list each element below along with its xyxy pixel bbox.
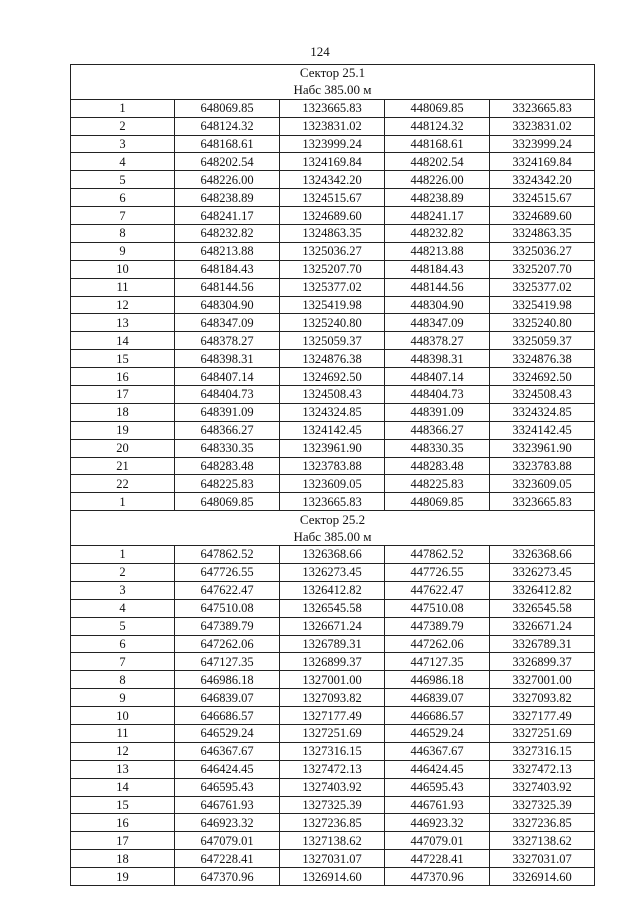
x-alt-coordinate-cell: 448404.73 bbox=[385, 386, 490, 404]
y-coordinate-cell: 1327093.82 bbox=[280, 689, 385, 707]
y-coordinate-cell: 1327031.07 bbox=[280, 850, 385, 868]
x-coordinate-cell: 647862.52 bbox=[175, 546, 280, 564]
x-alt-coordinate-cell: 447726.55 bbox=[385, 563, 490, 581]
x-coordinate-cell: 648378.27 bbox=[175, 332, 280, 350]
point-number-cell: 20 bbox=[71, 439, 175, 457]
y-alt-coordinate-cell: 3327177.49 bbox=[490, 707, 595, 725]
table-row bbox=[71, 171, 595, 189]
table-row bbox=[71, 296, 595, 314]
x-alt-coordinate-cell: 448124.32 bbox=[385, 117, 490, 135]
x-coordinate-cell: 648213.88 bbox=[175, 242, 280, 260]
y-coordinate-cell: 1326789.31 bbox=[280, 635, 385, 653]
x-coordinate-cell: 647262.06 bbox=[175, 635, 280, 653]
y-alt-coordinate-cell: 3326368.66 bbox=[490, 546, 595, 564]
table-row bbox=[71, 493, 595, 511]
y-alt-coordinate-cell: 3323665.83 bbox=[490, 493, 595, 511]
table-row bbox=[71, 653, 595, 671]
x-coordinate-cell: 648202.54 bbox=[175, 153, 280, 171]
x-coordinate-cell: 646761.93 bbox=[175, 796, 280, 814]
section-altitude: Набс 385.00 м bbox=[71, 528, 595, 545]
section-altitude-row bbox=[71, 82, 595, 99]
point-number-cell: 17 bbox=[71, 386, 175, 404]
x-coordinate-cell: 646686.57 bbox=[175, 707, 280, 725]
y-alt-coordinate-cell: 3326789.31 bbox=[490, 635, 595, 653]
point-number-cell: 2 bbox=[71, 117, 175, 135]
x-alt-coordinate-cell: 446595.43 bbox=[385, 778, 490, 796]
x-alt-coordinate-cell: 448407.14 bbox=[385, 368, 490, 386]
point-number-cell: 19 bbox=[71, 421, 175, 439]
table-row bbox=[71, 421, 595, 439]
x-alt-coordinate-cell: 448069.85 bbox=[385, 493, 490, 511]
table-row bbox=[71, 153, 595, 171]
y-coordinate-cell: 1325207.70 bbox=[280, 260, 385, 278]
point-number-cell: 2 bbox=[71, 563, 175, 581]
y-alt-coordinate-cell: 3327472.13 bbox=[490, 760, 595, 778]
table-row bbox=[71, 760, 595, 778]
section-title: Сектор 25.2 bbox=[71, 511, 595, 528]
point-number-cell: 10 bbox=[71, 260, 175, 278]
y-alt-coordinate-cell: 3326914.60 bbox=[490, 868, 595, 886]
point-number-cell: 22 bbox=[71, 475, 175, 493]
x-coordinate-cell: 647127.35 bbox=[175, 653, 280, 671]
table-row bbox=[71, 332, 595, 350]
x-coordinate-cell: 647726.55 bbox=[175, 563, 280, 581]
x-alt-coordinate-cell: 447079.01 bbox=[385, 832, 490, 850]
y-alt-coordinate-cell: 3324863.35 bbox=[490, 225, 595, 243]
y-coordinate-cell: 1324342.20 bbox=[280, 171, 385, 189]
table-row bbox=[71, 260, 595, 278]
section-altitude-row bbox=[71, 528, 595, 545]
x-coordinate-cell: 646839.07 bbox=[175, 689, 280, 707]
x-coordinate-cell: 648144.56 bbox=[175, 278, 280, 296]
y-coordinate-cell: 1324876.38 bbox=[280, 350, 385, 368]
x-alt-coordinate-cell: 448391.09 bbox=[385, 403, 490, 421]
x-alt-coordinate-cell: 448184.43 bbox=[385, 260, 490, 278]
point-number-cell: 9 bbox=[71, 242, 175, 260]
table-row bbox=[71, 581, 595, 599]
table-row bbox=[71, 850, 595, 868]
x-coordinate-cell: 646424.45 bbox=[175, 760, 280, 778]
x-alt-coordinate-cell: 448330.35 bbox=[385, 439, 490, 457]
x-coordinate-cell: 647079.01 bbox=[175, 832, 280, 850]
y-alt-coordinate-cell: 3325207.70 bbox=[490, 260, 595, 278]
x-alt-coordinate-cell: 448398.31 bbox=[385, 350, 490, 368]
y-coordinate-cell: 1326914.60 bbox=[280, 868, 385, 886]
point-number-cell: 9 bbox=[71, 689, 175, 707]
x-alt-coordinate-cell: 446839.07 bbox=[385, 689, 490, 707]
point-number-cell: 17 bbox=[71, 832, 175, 850]
x-alt-coordinate-cell: 448202.54 bbox=[385, 153, 490, 171]
table-row bbox=[71, 724, 595, 742]
x-coordinate-cell: 647228.41 bbox=[175, 850, 280, 868]
y-coordinate-cell: 1327403.92 bbox=[280, 778, 385, 796]
x-coordinate-cell: 648124.32 bbox=[175, 117, 280, 135]
x-alt-coordinate-cell: 448232.82 bbox=[385, 225, 490, 243]
y-alt-coordinate-cell: 3324692.50 bbox=[490, 368, 595, 386]
y-alt-coordinate-cell: 3323999.24 bbox=[490, 135, 595, 153]
x-alt-coordinate-cell: 447262.06 bbox=[385, 635, 490, 653]
y-coordinate-cell: 1326273.45 bbox=[280, 563, 385, 581]
x-coordinate-cell: 647510.08 bbox=[175, 599, 280, 617]
x-coordinate-cell: 646367.67 bbox=[175, 742, 280, 760]
y-coordinate-cell: 1326545.58 bbox=[280, 599, 385, 617]
point-number-cell: 3 bbox=[71, 581, 175, 599]
y-coordinate-cell: 1327001.00 bbox=[280, 671, 385, 689]
y-alt-coordinate-cell: 3324876.38 bbox=[490, 350, 595, 368]
y-coordinate-cell: 1327472.13 bbox=[280, 760, 385, 778]
y-coordinate-cell: 1325036.27 bbox=[280, 242, 385, 260]
table-row bbox=[71, 242, 595, 260]
point-number-cell: 6 bbox=[71, 635, 175, 653]
y-alt-coordinate-cell: 3324324.85 bbox=[490, 403, 595, 421]
x-alt-coordinate-cell: 446529.24 bbox=[385, 724, 490, 742]
y-coordinate-cell: 1327325.39 bbox=[280, 796, 385, 814]
table-row bbox=[71, 117, 595, 135]
y-alt-coordinate-cell: 3326273.45 bbox=[490, 563, 595, 581]
x-alt-coordinate-cell: 448304.90 bbox=[385, 296, 490, 314]
y-alt-coordinate-cell: 3325419.98 bbox=[490, 296, 595, 314]
y-alt-coordinate-cell: 3327093.82 bbox=[490, 689, 595, 707]
y-alt-coordinate-cell: 3324142.45 bbox=[490, 421, 595, 439]
x-alt-coordinate-cell: 447862.52 bbox=[385, 546, 490, 564]
y-alt-coordinate-cell: 3327316.15 bbox=[490, 742, 595, 760]
y-coordinate-cell: 1325377.02 bbox=[280, 278, 385, 296]
y-coordinate-cell: 1324515.67 bbox=[280, 189, 385, 207]
table-row bbox=[71, 386, 595, 404]
x-coordinate-cell: 647622.47 bbox=[175, 581, 280, 599]
table-row bbox=[71, 368, 595, 386]
x-coordinate-cell: 648407.14 bbox=[175, 368, 280, 386]
x-coordinate-cell: 648241.17 bbox=[175, 207, 280, 225]
table-row bbox=[71, 439, 595, 457]
y-alt-coordinate-cell: 3327325.39 bbox=[490, 796, 595, 814]
x-coordinate-cell: 646529.24 bbox=[175, 724, 280, 742]
point-number-cell: 3 bbox=[71, 135, 175, 153]
x-coordinate-cell: 648304.90 bbox=[175, 296, 280, 314]
table-row bbox=[71, 635, 595, 653]
x-coordinate-cell: 646923.32 bbox=[175, 814, 280, 832]
x-alt-coordinate-cell: 448168.61 bbox=[385, 135, 490, 153]
y-coordinate-cell: 1324689.60 bbox=[280, 207, 385, 225]
y-coordinate-cell: 1325059.37 bbox=[280, 332, 385, 350]
x-alt-coordinate-cell: 446367.67 bbox=[385, 742, 490, 760]
y-coordinate-cell: 1325240.80 bbox=[280, 314, 385, 332]
y-coordinate-cell: 1327251.69 bbox=[280, 724, 385, 742]
table-row bbox=[71, 314, 595, 332]
y-alt-coordinate-cell: 3325377.02 bbox=[490, 278, 595, 296]
x-alt-coordinate-cell: 448347.09 bbox=[385, 314, 490, 332]
x-alt-coordinate-cell: 447389.79 bbox=[385, 617, 490, 635]
y-alt-coordinate-cell: 3323831.02 bbox=[490, 117, 595, 135]
x-coordinate-cell: 648069.85 bbox=[175, 493, 280, 511]
x-coordinate-cell: 648404.73 bbox=[175, 386, 280, 404]
y-alt-coordinate-cell: 3327403.92 bbox=[490, 778, 595, 796]
point-number-cell: 16 bbox=[71, 368, 175, 386]
point-number-cell: 18 bbox=[71, 850, 175, 868]
x-alt-coordinate-cell: 446986.18 bbox=[385, 671, 490, 689]
table-row bbox=[71, 689, 595, 707]
x-alt-coordinate-cell: 446761.93 bbox=[385, 796, 490, 814]
y-coordinate-cell: 1324324.85 bbox=[280, 403, 385, 421]
table-row bbox=[71, 832, 595, 850]
x-alt-coordinate-cell: 448283.48 bbox=[385, 457, 490, 475]
x-alt-coordinate-cell: 447510.08 bbox=[385, 599, 490, 617]
y-alt-coordinate-cell: 3324508.43 bbox=[490, 386, 595, 404]
table-row bbox=[71, 546, 595, 564]
table-row bbox=[71, 207, 595, 225]
table-row bbox=[71, 814, 595, 832]
table-row bbox=[71, 599, 595, 617]
section-altitude: Набс 385.00 м bbox=[71, 82, 595, 99]
point-number-cell: 18 bbox=[71, 403, 175, 421]
x-alt-coordinate-cell: 448226.00 bbox=[385, 171, 490, 189]
table-row bbox=[71, 403, 595, 421]
x-coordinate-cell: 648366.27 bbox=[175, 421, 280, 439]
table-row bbox=[71, 563, 595, 581]
y-alt-coordinate-cell: 3327031.07 bbox=[490, 850, 595, 868]
table-row bbox=[71, 868, 595, 886]
table-row bbox=[71, 671, 595, 689]
point-number-cell: 10 bbox=[71, 707, 175, 725]
point-number-cell: 13 bbox=[71, 314, 175, 332]
point-number-cell: 8 bbox=[71, 225, 175, 243]
y-coordinate-cell: 1324169.84 bbox=[280, 153, 385, 171]
x-coordinate-cell: 648283.48 bbox=[175, 457, 280, 475]
x-coordinate-cell: 648226.00 bbox=[175, 171, 280, 189]
x-alt-coordinate-cell: 448069.85 bbox=[385, 99, 490, 117]
point-number-cell: 21 bbox=[71, 457, 175, 475]
table-row bbox=[71, 278, 595, 296]
table-row bbox=[71, 457, 595, 475]
table-row bbox=[71, 189, 595, 207]
point-number-cell: 1 bbox=[71, 546, 175, 564]
x-coordinate-cell: 646986.18 bbox=[175, 671, 280, 689]
x-coordinate-cell: 648069.85 bbox=[175, 99, 280, 117]
point-number-cell: 8 bbox=[71, 671, 175, 689]
x-coordinate-cell: 648330.35 bbox=[175, 439, 280, 457]
point-number-cell: 16 bbox=[71, 814, 175, 832]
table-row bbox=[71, 778, 595, 796]
y-alt-coordinate-cell: 3326545.58 bbox=[490, 599, 595, 617]
y-coordinate-cell: 1327177.49 bbox=[280, 707, 385, 725]
y-alt-coordinate-cell: 3327251.69 bbox=[490, 724, 595, 742]
x-alt-coordinate-cell: 447622.47 bbox=[385, 581, 490, 599]
point-number-cell: 14 bbox=[71, 778, 175, 796]
x-alt-coordinate-cell: 447370.96 bbox=[385, 868, 490, 886]
table-row bbox=[71, 475, 595, 493]
y-coordinate-cell: 1326899.37 bbox=[280, 653, 385, 671]
y-coordinate-cell: 1323999.24 bbox=[280, 135, 385, 153]
y-alt-coordinate-cell: 3326899.37 bbox=[490, 653, 595, 671]
point-number-cell: 15 bbox=[71, 350, 175, 368]
y-alt-coordinate-cell: 3323665.83 bbox=[490, 99, 595, 117]
x-coordinate-cell: 648168.61 bbox=[175, 135, 280, 153]
y-coordinate-cell: 1326412.82 bbox=[280, 581, 385, 599]
table-row bbox=[71, 135, 595, 153]
x-coordinate-cell: 648232.82 bbox=[175, 225, 280, 243]
x-coordinate-cell: 646595.43 bbox=[175, 778, 280, 796]
y-coordinate-cell: 1327138.62 bbox=[280, 832, 385, 850]
x-alt-coordinate-cell: 448144.56 bbox=[385, 278, 490, 296]
x-coordinate-cell: 648184.43 bbox=[175, 260, 280, 278]
coordinates-table bbox=[70, 64, 595, 886]
y-coordinate-cell: 1324692.50 bbox=[280, 368, 385, 386]
table-row bbox=[71, 99, 595, 117]
table-row bbox=[71, 707, 595, 725]
y-coordinate-cell: 1324508.43 bbox=[280, 386, 385, 404]
x-coordinate-cell: 648391.09 bbox=[175, 403, 280, 421]
x-alt-coordinate-cell: 447127.35 bbox=[385, 653, 490, 671]
x-coordinate-cell: 648238.89 bbox=[175, 189, 280, 207]
y-alt-coordinate-cell: 3323961.90 bbox=[490, 439, 595, 457]
y-coordinate-cell: 1323831.02 bbox=[280, 117, 385, 135]
point-number-cell: 7 bbox=[71, 653, 175, 671]
point-number-cell: 4 bbox=[71, 599, 175, 617]
y-coordinate-cell: 1326368.66 bbox=[280, 546, 385, 564]
y-alt-coordinate-cell: 3324169.84 bbox=[490, 153, 595, 171]
y-alt-coordinate-cell: 3323783.88 bbox=[490, 457, 595, 475]
y-alt-coordinate-cell: 3325059.37 bbox=[490, 332, 595, 350]
table-row bbox=[71, 350, 595, 368]
y-coordinate-cell: 1323783.88 bbox=[280, 457, 385, 475]
section-title-row bbox=[71, 65, 595, 82]
x-coordinate-cell: 648398.31 bbox=[175, 350, 280, 368]
point-number-cell: 1 bbox=[71, 99, 175, 117]
x-alt-coordinate-cell: 447228.41 bbox=[385, 850, 490, 868]
table-row bbox=[71, 796, 595, 814]
y-coordinate-cell: 1323665.83 bbox=[280, 493, 385, 511]
x-alt-coordinate-cell: 448366.27 bbox=[385, 421, 490, 439]
y-coordinate-cell: 1325419.98 bbox=[280, 296, 385, 314]
x-alt-coordinate-cell: 448241.17 bbox=[385, 207, 490, 225]
y-alt-coordinate-cell: 3324342.20 bbox=[490, 171, 595, 189]
table-row bbox=[71, 742, 595, 760]
y-alt-coordinate-cell: 3325036.27 bbox=[490, 242, 595, 260]
point-number-cell: 1 bbox=[71, 493, 175, 511]
point-number-cell: 4 bbox=[71, 153, 175, 171]
y-alt-coordinate-cell: 3324689.60 bbox=[490, 207, 595, 225]
x-coordinate-cell: 647389.79 bbox=[175, 617, 280, 635]
point-number-cell: 11 bbox=[71, 278, 175, 296]
y-coordinate-cell: 1327316.15 bbox=[280, 742, 385, 760]
y-coordinate-cell: 1323665.83 bbox=[280, 99, 385, 117]
y-alt-coordinate-cell: 3326671.24 bbox=[490, 617, 595, 635]
y-alt-coordinate-cell: 3324515.67 bbox=[490, 189, 595, 207]
y-alt-coordinate-cell: 3323609.05 bbox=[490, 475, 595, 493]
y-coordinate-cell: 1326671.24 bbox=[280, 617, 385, 635]
point-number-cell: 6 bbox=[71, 189, 175, 207]
table-row bbox=[71, 617, 595, 635]
y-alt-coordinate-cell: 3325240.80 bbox=[490, 314, 595, 332]
x-alt-coordinate-cell: 446686.57 bbox=[385, 707, 490, 725]
point-number-cell: 12 bbox=[71, 742, 175, 760]
section-title-row bbox=[71, 511, 595, 528]
point-number-cell: 13 bbox=[71, 760, 175, 778]
x-coordinate-cell: 647370.96 bbox=[175, 868, 280, 886]
y-coordinate-cell: 1323609.05 bbox=[280, 475, 385, 493]
y-alt-coordinate-cell: 3327001.00 bbox=[490, 671, 595, 689]
point-number-cell: 19 bbox=[71, 868, 175, 886]
section-title: Сектор 25.1 bbox=[71, 65, 595, 82]
table-row bbox=[71, 225, 595, 243]
y-coordinate-cell: 1324863.35 bbox=[280, 225, 385, 243]
point-number-cell: 11 bbox=[71, 724, 175, 742]
y-coordinate-cell: 1323961.90 bbox=[280, 439, 385, 457]
x-alt-coordinate-cell: 448378.27 bbox=[385, 332, 490, 350]
y-coordinate-cell: 1324142.45 bbox=[280, 421, 385, 439]
x-coordinate-cell: 648225.83 bbox=[175, 475, 280, 493]
x-coordinate-cell: 648347.09 bbox=[175, 314, 280, 332]
page-number: 124 bbox=[310, 44, 330, 59]
x-alt-coordinate-cell: 446923.32 bbox=[385, 814, 490, 832]
point-number-cell: 12 bbox=[71, 296, 175, 314]
point-number-cell: 15 bbox=[71, 796, 175, 814]
y-coordinate-cell: 1327236.85 bbox=[280, 814, 385, 832]
point-number-cell: 14 bbox=[71, 332, 175, 350]
point-number-cell: 5 bbox=[71, 617, 175, 635]
point-number-cell: 7 bbox=[71, 207, 175, 225]
x-alt-coordinate-cell: 446424.45 bbox=[385, 760, 490, 778]
x-alt-coordinate-cell: 448213.88 bbox=[385, 242, 490, 260]
x-alt-coordinate-cell: 448238.89 bbox=[385, 189, 490, 207]
x-alt-coordinate-cell: 448225.83 bbox=[385, 475, 490, 493]
y-alt-coordinate-cell: 3326412.82 bbox=[490, 581, 595, 599]
y-alt-coordinate-cell: 3327236.85 bbox=[490, 814, 595, 832]
point-number-cell: 5 bbox=[71, 171, 175, 189]
y-alt-coordinate-cell: 3327138.62 bbox=[490, 832, 595, 850]
